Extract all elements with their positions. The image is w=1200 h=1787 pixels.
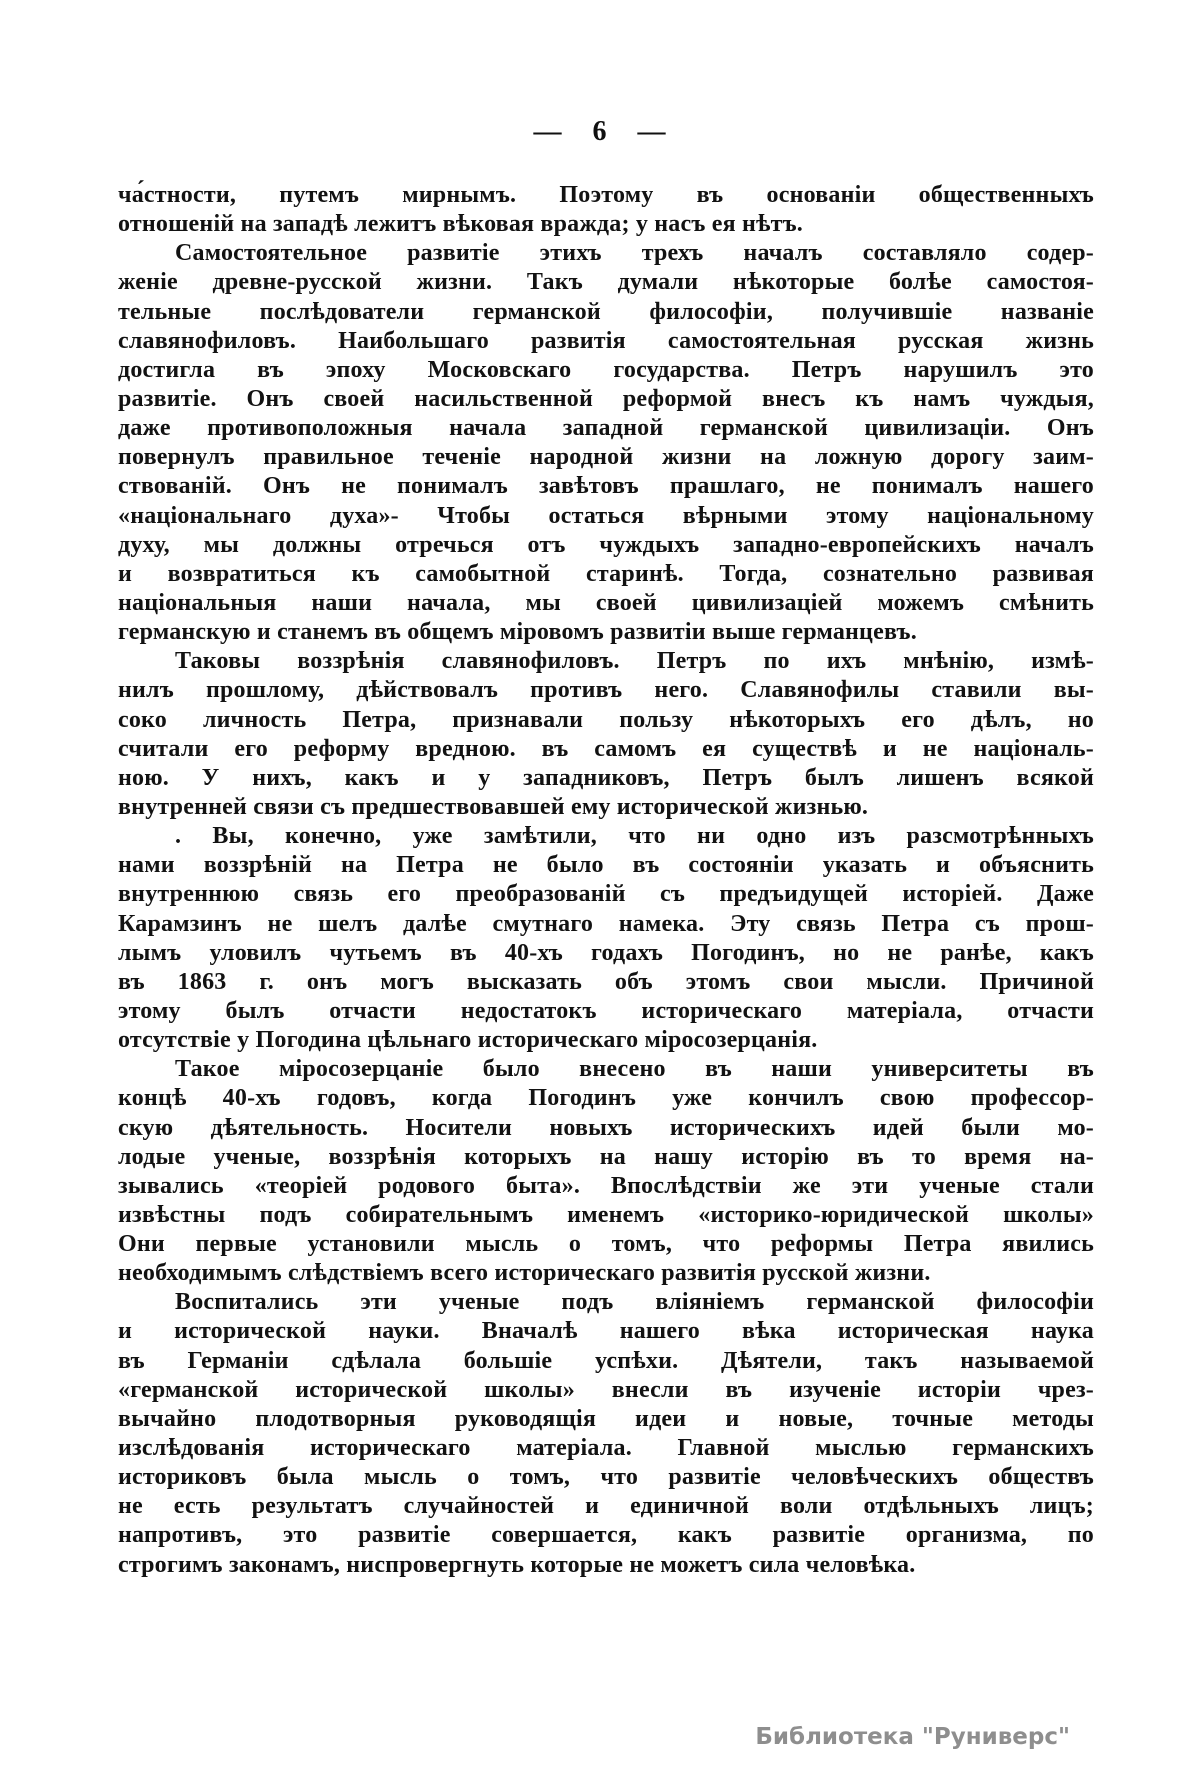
text-line: національныя наши начала, мы своей цивилизаціей можемъ смѣнить [118,589,1094,616]
text-line: Такое міросозерцаніе было внесено въ наши университеты въ [175,1056,1094,1083]
text-line: этому былъ отчасти недостатокъ историческаго матеріала, отчасти [118,997,1094,1024]
text-line: славянофиловъ. Наибольшаго развитія самостоятельная русская жизнь [118,327,1094,354]
text-line: и исторической науки. Вначалѣ нашего вѣка историческая наука [118,1318,1094,1345]
text-line: зывались «теоріей родового быта». Впослѣдствіи же эти ученые стали [118,1172,1094,1199]
text-line: не есть результатъ случайностей и единичной воли отдѣльныхъ лицъ; [118,1493,1094,1520]
text-line: концѣ 40-хъ годовъ, когда Погодинъ уже кончилъ свою профессор- [118,1085,1094,1112]
text-line: въ 1863 г. онъ могъ высказать объ этомъ свои мысли. Причиной [118,968,1094,995]
text-line: . Вы, конечно, уже замѣтили, что ни одно изъ разсмотрѣнныхъ [175,823,1094,850]
text-line: необходимымъ слѣдствіемъ всего историческаго развитія русской жизни. [118,1260,931,1287]
text-line: Воспитались эти ученые подъ вліяніемъ германской философіи [175,1289,1094,1316]
text-line: ною. У нихъ, какъ и у западниковъ, Петръ былъ лишенъ всякой [118,764,1094,791]
library-watermark: Библиотека "Руниверс" [755,1724,1070,1750]
text-line: лымъ уловилъ чутьемъ въ 40-хъ годахъ Погодинъ, но не ранѣе, какъ [118,939,1094,966]
text-line: соко личность Петра, признавали пользу нѣкоторыхъ его дѣлъ, но [118,706,1094,733]
text-line: напротивъ, это развитіе совершается, какъ развитіе организма, по [118,1522,1094,1549]
text-line: лодые ученые, воззрѣнія которыхъ на нашу исторію въ то время на- [118,1143,1094,1170]
text-line: въ Германіи сдѣлала большіе успѣхи. Дѣятели, такъ называемой [118,1347,1094,1374]
text-line: даже противоположныя начала западной германской цивилизаціи. Онъ [118,415,1094,442]
text-line: «національнаго духа»- Чтобы остаться вѣрными этому національному [118,502,1094,529]
text-line: ча́стности, путемъ мирнымъ. Поэтому въ основаніи общественныхъ [118,182,1094,208]
text-line: тельные послѣдователи германской философіи, получившіе названіе [118,298,1094,325]
page-text [118,181,1094,1580]
text-line: развитіе. Онъ своей насильственной реформой внесъ къ намъ чуждыя, [118,385,1094,412]
text-line: отсутствіе у Погодина цѣльнаго историческаго міросозерцанія. [118,1027,818,1054]
text-line: строгимъ законамъ, ниспровергнуть которые не можетъ сила человѣка. [118,1551,916,1578]
text-line: нилъ прошлому, дѣйствовалъ противъ него. Славянофилы ставили вы- [118,677,1094,704]
text-line: внутреннюю связь его преобразованій съ предъидущей исторіей. Даже [118,881,1094,908]
text-line: извѣстны подъ собирательнымъ именемъ «историко-юридической школы» [118,1201,1094,1228]
text-line: историковъ была мысль о томъ, что развитіе человѣческихъ обществъ [118,1464,1094,1491]
text-line: внутренней связи съ предшествовавшей ему исторической жизнью. [118,793,869,820]
page-number: — 6 — [533,116,667,147]
text-line: изслѣдованія историческаго матеріала. Главной мыслью германскихъ [118,1435,1094,1462]
text-line: ствованій. Онъ не понималъ завѣтовъ прашлаго, не понималъ нашего [118,473,1094,500]
text-line: Карамзинъ не шелъ далѣе смутнаго намека. Эту связь Петра съ прош- [118,910,1094,937]
text-line: Таковы воззрѣнія славянофиловъ. Петръ по ихъ мнѣнію, измѣ- [175,648,1094,675]
text-line: духу, мы должны отречься отъ чуждыхъ западно-европейскихъ началъ [118,531,1094,558]
text-line: вычайно плодотворныя руководящія идеи и новые, точные методы [118,1405,1094,1432]
text-line: и возвратиться къ самобытной старинѣ. Тогда, сознательно развивая [118,560,1094,587]
text-line: повернулъ правильное теченіе народной жизни на ложную дорогу заим- [118,444,1094,471]
text-line: Самостоятельное развитіе этихъ трехъ началъ составляло содер- [175,240,1094,267]
text-line: отношеній на западѣ лежитъ вѣковая вражда; у насъ ея нѣтъ. [118,211,803,238]
text-line: германскую и станемъ въ общемъ міровомъ развитіи выше германцевъ. [118,619,917,646]
text-line: считали его реформу вредною. въ самомъ ея существѣ и не національ- [118,735,1094,762]
text-line: женіе древне-русской жизни. Такъ думали нѣкоторые болѣе самостоя- [118,269,1094,296]
text-line: скую дѣятельность. Носители новыхъ историческихъ идей были мо- [118,1114,1094,1141]
text-line: «германской исторической школы» внесли въ изученіе исторіи чрез- [118,1376,1094,1403]
text-line: достигла въ эпоху Московскаго государства. Петръ нарушилъ это [118,356,1094,383]
text-line: Они первые установили мысль о томъ, что реформы Петра явились [118,1231,1094,1258]
text-line: нами воззрѣній на Петра не было въ состояніи указать и объяснить [118,852,1094,879]
